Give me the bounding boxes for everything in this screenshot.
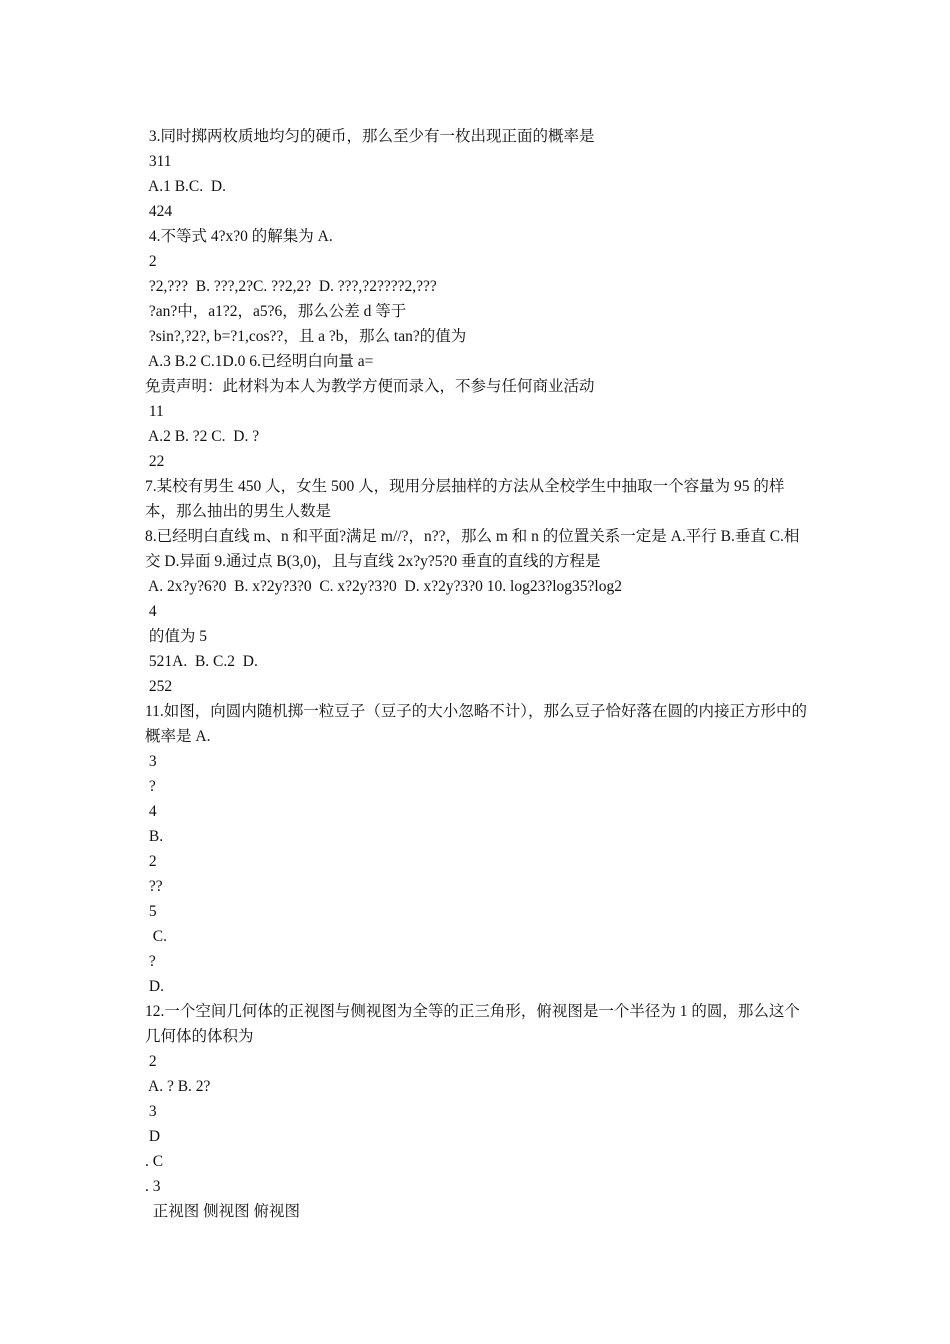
document-body — [145, 124, 810, 1224]
q9-options-q10: A. 2x?y?6?0 B. x?2y?3?0 C. x?2y?3?0 D. x?2y?3?0 10. log23?log35?log2 — [145, 578, 622, 595]
q10-options: 521A. B. C.2 D. — [145, 653, 258, 670]
q4-exponent: 2 — [145, 253, 157, 270]
q4-text: 4.不等式 4?x?0 的解集为 A. — [145, 228, 333, 245]
q11-option-b-num: 2 — [145, 853, 157, 870]
q6-vector-text: ?sin?,?2?, b=?1,cos??，且 a ?b，那么 tan?的值为 — [145, 328, 467, 345]
q7-text: 7.某校有男生 450 人，女生 500 人，现用分层抽样的方法从全校学生中抽取一个容量为 95 的样本，那么抽出的男生人数是 — [145, 478, 785, 520]
q5-options-q6-start: A.3 B.2 C.1D.0 6.已经明白向量 a= — [145, 353, 374, 370]
q11-option-a-den: 4 — [145, 803, 157, 820]
q11-option-b: B. — [145, 828, 164, 845]
q6-fraction-denominators: 22 — [145, 453, 165, 470]
q12-options: A. ? B. 2? — [145, 1078, 211, 1095]
q12-text: 12.一个空间几何体的正视图与侧视图为全等的正三角形，俯视图是一个半径为 1 的圆，那么这个几何体的体积为 — [145, 1003, 800, 1045]
q10-text: 的值为 5 — [145, 628, 208, 645]
q4-options: ?2,??? B. ???,2?C. ??2,2? D. ???,?2????2,??? — [145, 278, 437, 295]
q3-text: 3.同时掷两枚质地均匀的硬币，那么至少有一枚出现正面的概率是 — [145, 128, 595, 145]
q11-option-c: C. — [145, 928, 167, 945]
q12-fraction-num: 2 — [145, 1053, 157, 1070]
q11-option-d: D. — [145, 978, 164, 995]
q12-option-c: . C — [145, 1153, 164, 1170]
q11-text: 11.如图，向圆内随机掷一粒豆子（豆子的大小忽略不计），那么豆子恰好落在圆的内接正方形中的概率是 A. — [145, 703, 808, 745]
q8-q9-text: 8.已经明白直线 m、n 和平面?满足 m//?，n??，那么 m 和 n 的位置关系一定是 A.平行 B.垂直 C.相交 D.异面 9.通过点 B(3,0)，且与直线 2x?y?5?0 垂直的直线的方程是 — [145, 528, 800, 570]
q11-option-b-pi: ?? — [145, 878, 163, 895]
q3-fraction-numerators: 311 — [145, 153, 172, 170]
q12-option-c-den: . 3 — [145, 1178, 161, 1195]
q11-option-b-den: 5 — [145, 903, 157, 920]
q11-option-c-pi: ? — [145, 953, 156, 970]
q3-options: A.1 B.C. D. — [145, 178, 226, 195]
q11-option-a-num: 3 — [145, 753, 157, 770]
q5-text: ?an?中，a1?2，a5?6，那么公差 d 等于 — [145, 303, 407, 320]
q10-fraction-denominators: 252 — [145, 678, 173, 695]
q11-option-a-pi: ? — [145, 778, 156, 795]
q12-fraction-den: 3 — [145, 1103, 157, 1120]
q12-view-labels: 正视图 侧视图 俯视图 — [145, 1203, 301, 1220]
q6-fraction-numerators: 11 — [145, 403, 164, 420]
q12-option-d: D — [145, 1128, 161, 1145]
q3-fraction-denominators: 424 — [145, 203, 173, 220]
q10-subscript: 4 — [145, 603, 157, 620]
disclaimer: 免责声明：此材料为本人为教学方便而录入，不参与任何商业活动 — [145, 378, 595, 395]
q6-options: A.2 B. ?2 C. D. ? — [145, 428, 260, 445]
